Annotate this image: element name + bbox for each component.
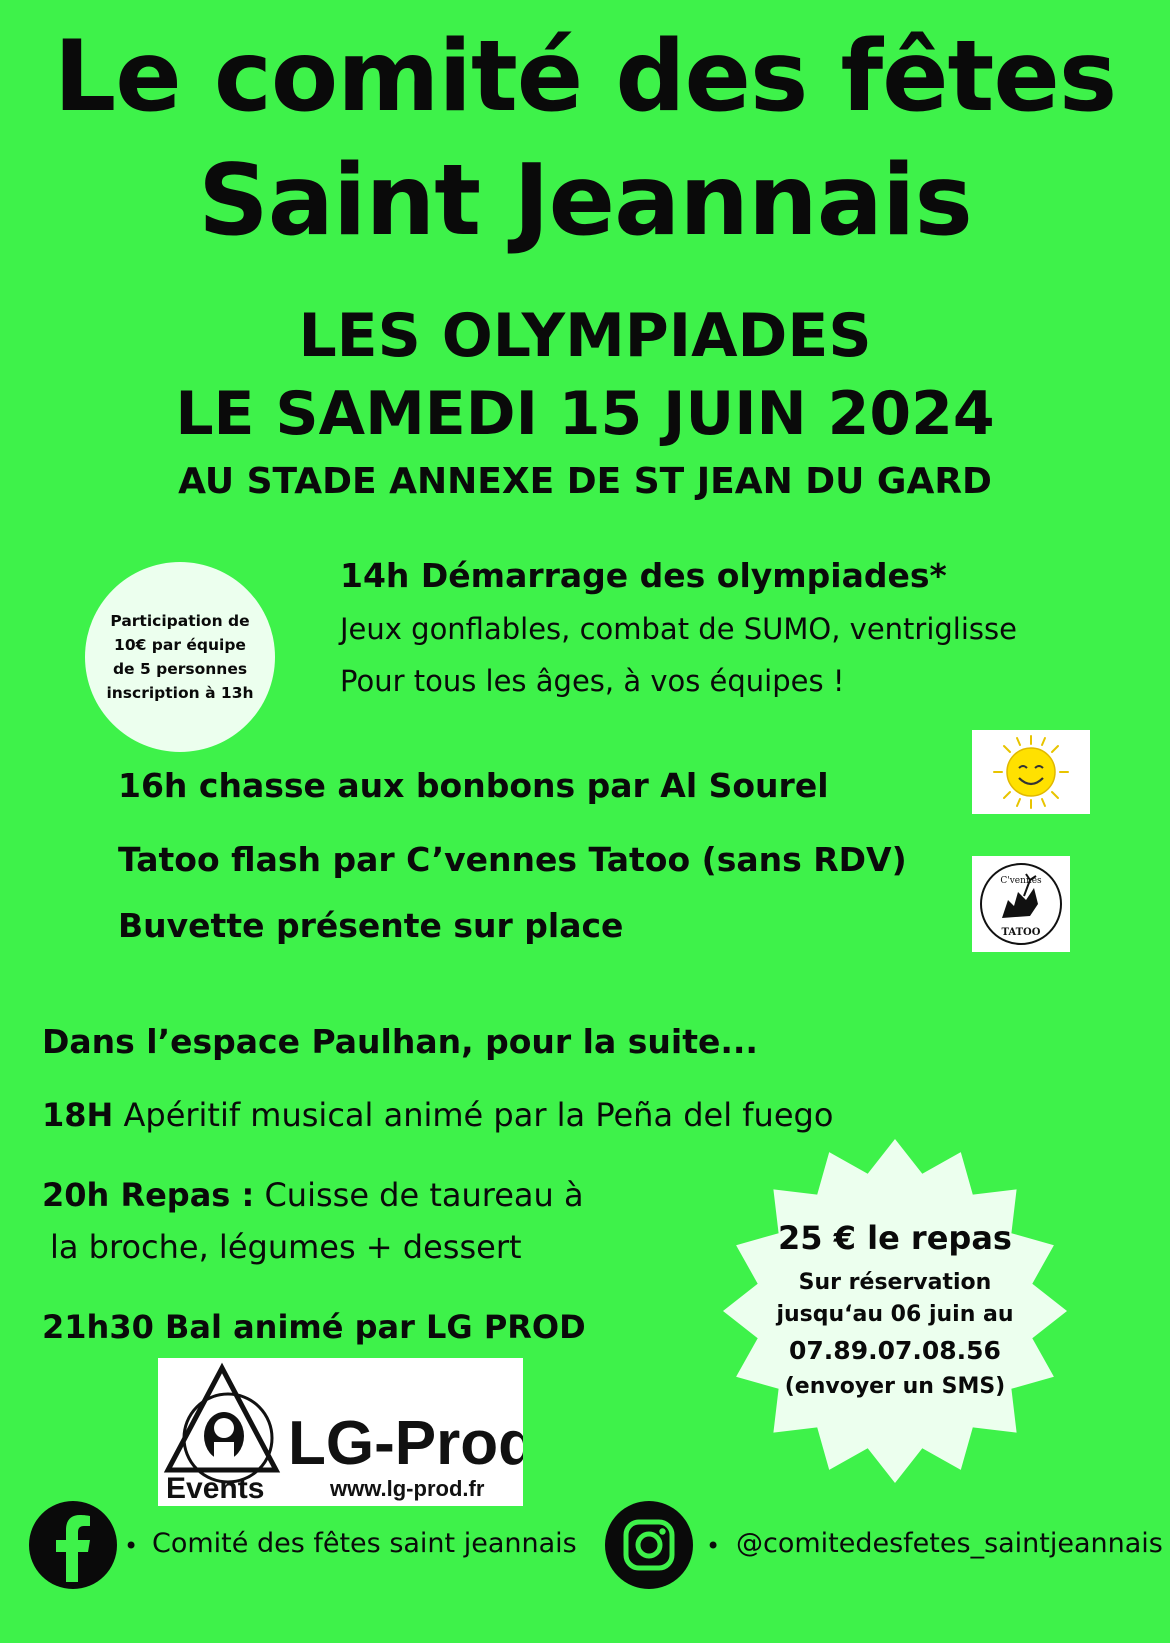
booking-info (720, 1136, 1070, 1486)
evening-heading: Dans l’espace Paulhan, pour la suite... (42, 1022, 758, 1061)
olympiades-games: Jeux gonflables, combat de SUMO, ventriglisse (340, 612, 1017, 646)
booking-phone: 07.89.07.08.56 (789, 1336, 1001, 1365)
instagram-bullet: • (706, 1532, 721, 1560)
event-date: LE SAMEDI 15 JUIN 2024 (175, 379, 995, 449)
lg-prod-brand: LG-Prod (288, 1409, 523, 1478)
participation-line: Participation de (110, 612, 250, 630)
tattoo-logo-top-text: C'vennes (1000, 876, 1042, 886)
lg-prod-events: Events (166, 1472, 265, 1505)
facebook-icon[interactable] (28, 1500, 118, 1590)
booking-line-2: jusqu‘au 06 juin au (776, 1302, 1014, 1327)
booking-line-1: Sur réservation (798, 1270, 992, 1295)
meal-price: 25 € le repas (778, 1219, 1012, 1257)
meal-label: 20h Repas : (42, 1176, 255, 1214)
tattoo-flash: Tatoo flash par C’vennes Tatoo (sans RDV) (118, 840, 907, 879)
lg-prod-logo (158, 1358, 523, 1506)
participation-line: de 5 personnes (112, 660, 248, 678)
participation-line: 10€ par équipe (114, 636, 246, 654)
instagram-handle[interactable]: @comitedesfetes_saintjeannais (736, 1528, 1163, 1559)
candy-hunt: 16h chasse aux bonbons par Al Sourel (118, 766, 829, 805)
aperitif-time: 18H (42, 1096, 114, 1134)
title-line-1: Le comité des fêtes (53, 20, 1117, 134)
lg-prod-url: www.lg-prod.fr (330, 1476, 485, 1501)
sun-icon (972, 730, 1090, 814)
tattoo-logo-bottom-text: TATOO (1001, 927, 1041, 938)
aperitif-text: Apéritif musical animé par la Peña del fuego (113, 1096, 834, 1134)
instagram-icon[interactable] (604, 1500, 694, 1590)
aperitif-line (42, 1096, 833, 1134)
refreshment-bar: Buvette présente sur place (118, 906, 624, 945)
meal-line-1 (42, 1176, 584, 1214)
olympiades-ages: Pour tous les âges, à vos équipes ! (340, 664, 845, 698)
title-line-2: Saint Jeannais (198, 144, 972, 258)
participation-line: inscription à 13h (106, 684, 254, 702)
booking-line-3: (envoyer un SMS) (784, 1374, 1006, 1399)
meal-text-2: la broche, légumes + dessert (50, 1228, 522, 1266)
facebook-page-name[interactable]: Comité des fêtes saint jeannais (152, 1528, 577, 1559)
meal-text-1: Cuisse de taureau à (254, 1176, 584, 1214)
olympiades-heading: 14h Démarrage des olympiades* (340, 556, 947, 595)
participation-badge (85, 562, 275, 752)
tattoo-logo (972, 856, 1070, 952)
event-venue: AU STADE ANNEXE DE ST JEAN DU GARD (178, 461, 992, 502)
facebook-bullet: • (124, 1532, 139, 1560)
ball-line: 21h30 Bal animé par LG PROD (42, 1308, 586, 1346)
event-name: LES OLYMPIADES (298, 301, 872, 371)
